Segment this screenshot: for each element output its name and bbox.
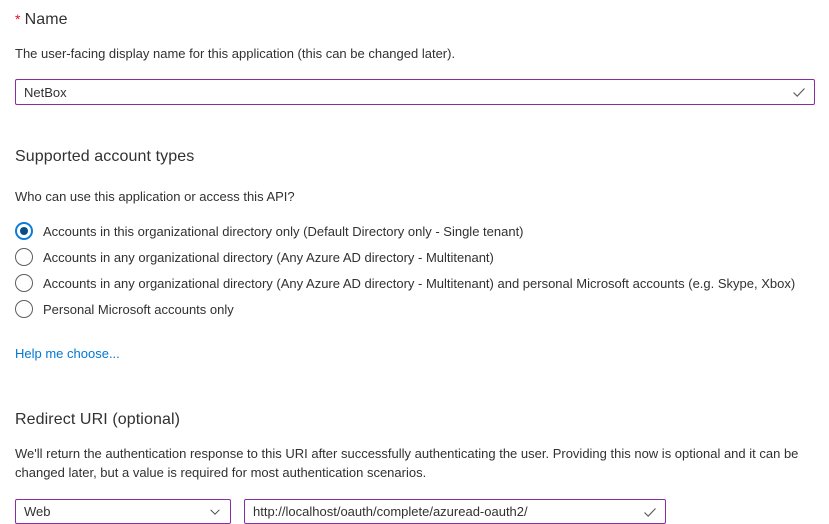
- name-description: The user-facing display name for this application (this can be changed later).: [15, 46, 456, 61]
- radio-option-single-tenant[interactable]: [15, 218, 815, 244]
- radio-icon[interactable]: [15, 300, 33, 318]
- radio-option-label: Personal Microsoft accounts only: [43, 301, 234, 317]
- supported-account-types-section: [15, 148, 815, 363]
- redirect-uri-description: We'll return the authentication response to this URI after successfully authenticating the user. Providing this now is optional and it can be changed later, but a value is required for most authentication scenarios.: [15, 446, 799, 480]
- help-me-choose-link[interactable]: Help me choose...: [15, 346, 120, 361]
- name-title-text: Name: [24, 11, 68, 28]
- redirect-uri-controls: [15, 499, 815, 524]
- radio-option-multitenant-personal[interactable]: [15, 270, 815, 296]
- account-types-title: Supported account types: [15, 148, 195, 165]
- radio-option-label: Accounts in any organizational directory (Any Azure AD directory - Multitenant): [43, 249, 494, 265]
- account-types-question: Who can use this application or access this API?: [15, 189, 295, 204]
- redirect-uri-input[interactable]: [244, 499, 666, 524]
- radio-icon[interactable]: [15, 248, 33, 266]
- radio-option-label: Accounts in any organizational directory (Any Azure AD directory - Multitenant) and personal Microsoft accounts (e.g. Skype, Xbox): [43, 275, 796, 291]
- radio-icon[interactable]: [15, 222, 33, 240]
- radio-option-label: Accounts in this organizational directory only (Default Directory only - Single tenant): [43, 223, 524, 239]
- uri-field-wrap: [244, 499, 666, 524]
- name-section-title: [15, 11, 815, 29]
- radio-option-personal-only[interactable]: [15, 296, 815, 322]
- name-field-wrap: [15, 79, 815, 105]
- platform-select[interactable]: [15, 499, 231, 524]
- radio-icon[interactable]: [15, 274, 33, 292]
- required-asterisk: *: [15, 11, 21, 27]
- platform-select-value: Web: [24, 504, 51, 519]
- radio-option-multitenant[interactable]: [15, 244, 815, 270]
- redirect-uri-title: Redirect URI (optional): [15, 411, 181, 428]
- chevron-down-icon: [208, 505, 222, 519]
- redirect-uri-section: [15, 411, 815, 524]
- name-input[interactable]: [15, 79, 815, 105]
